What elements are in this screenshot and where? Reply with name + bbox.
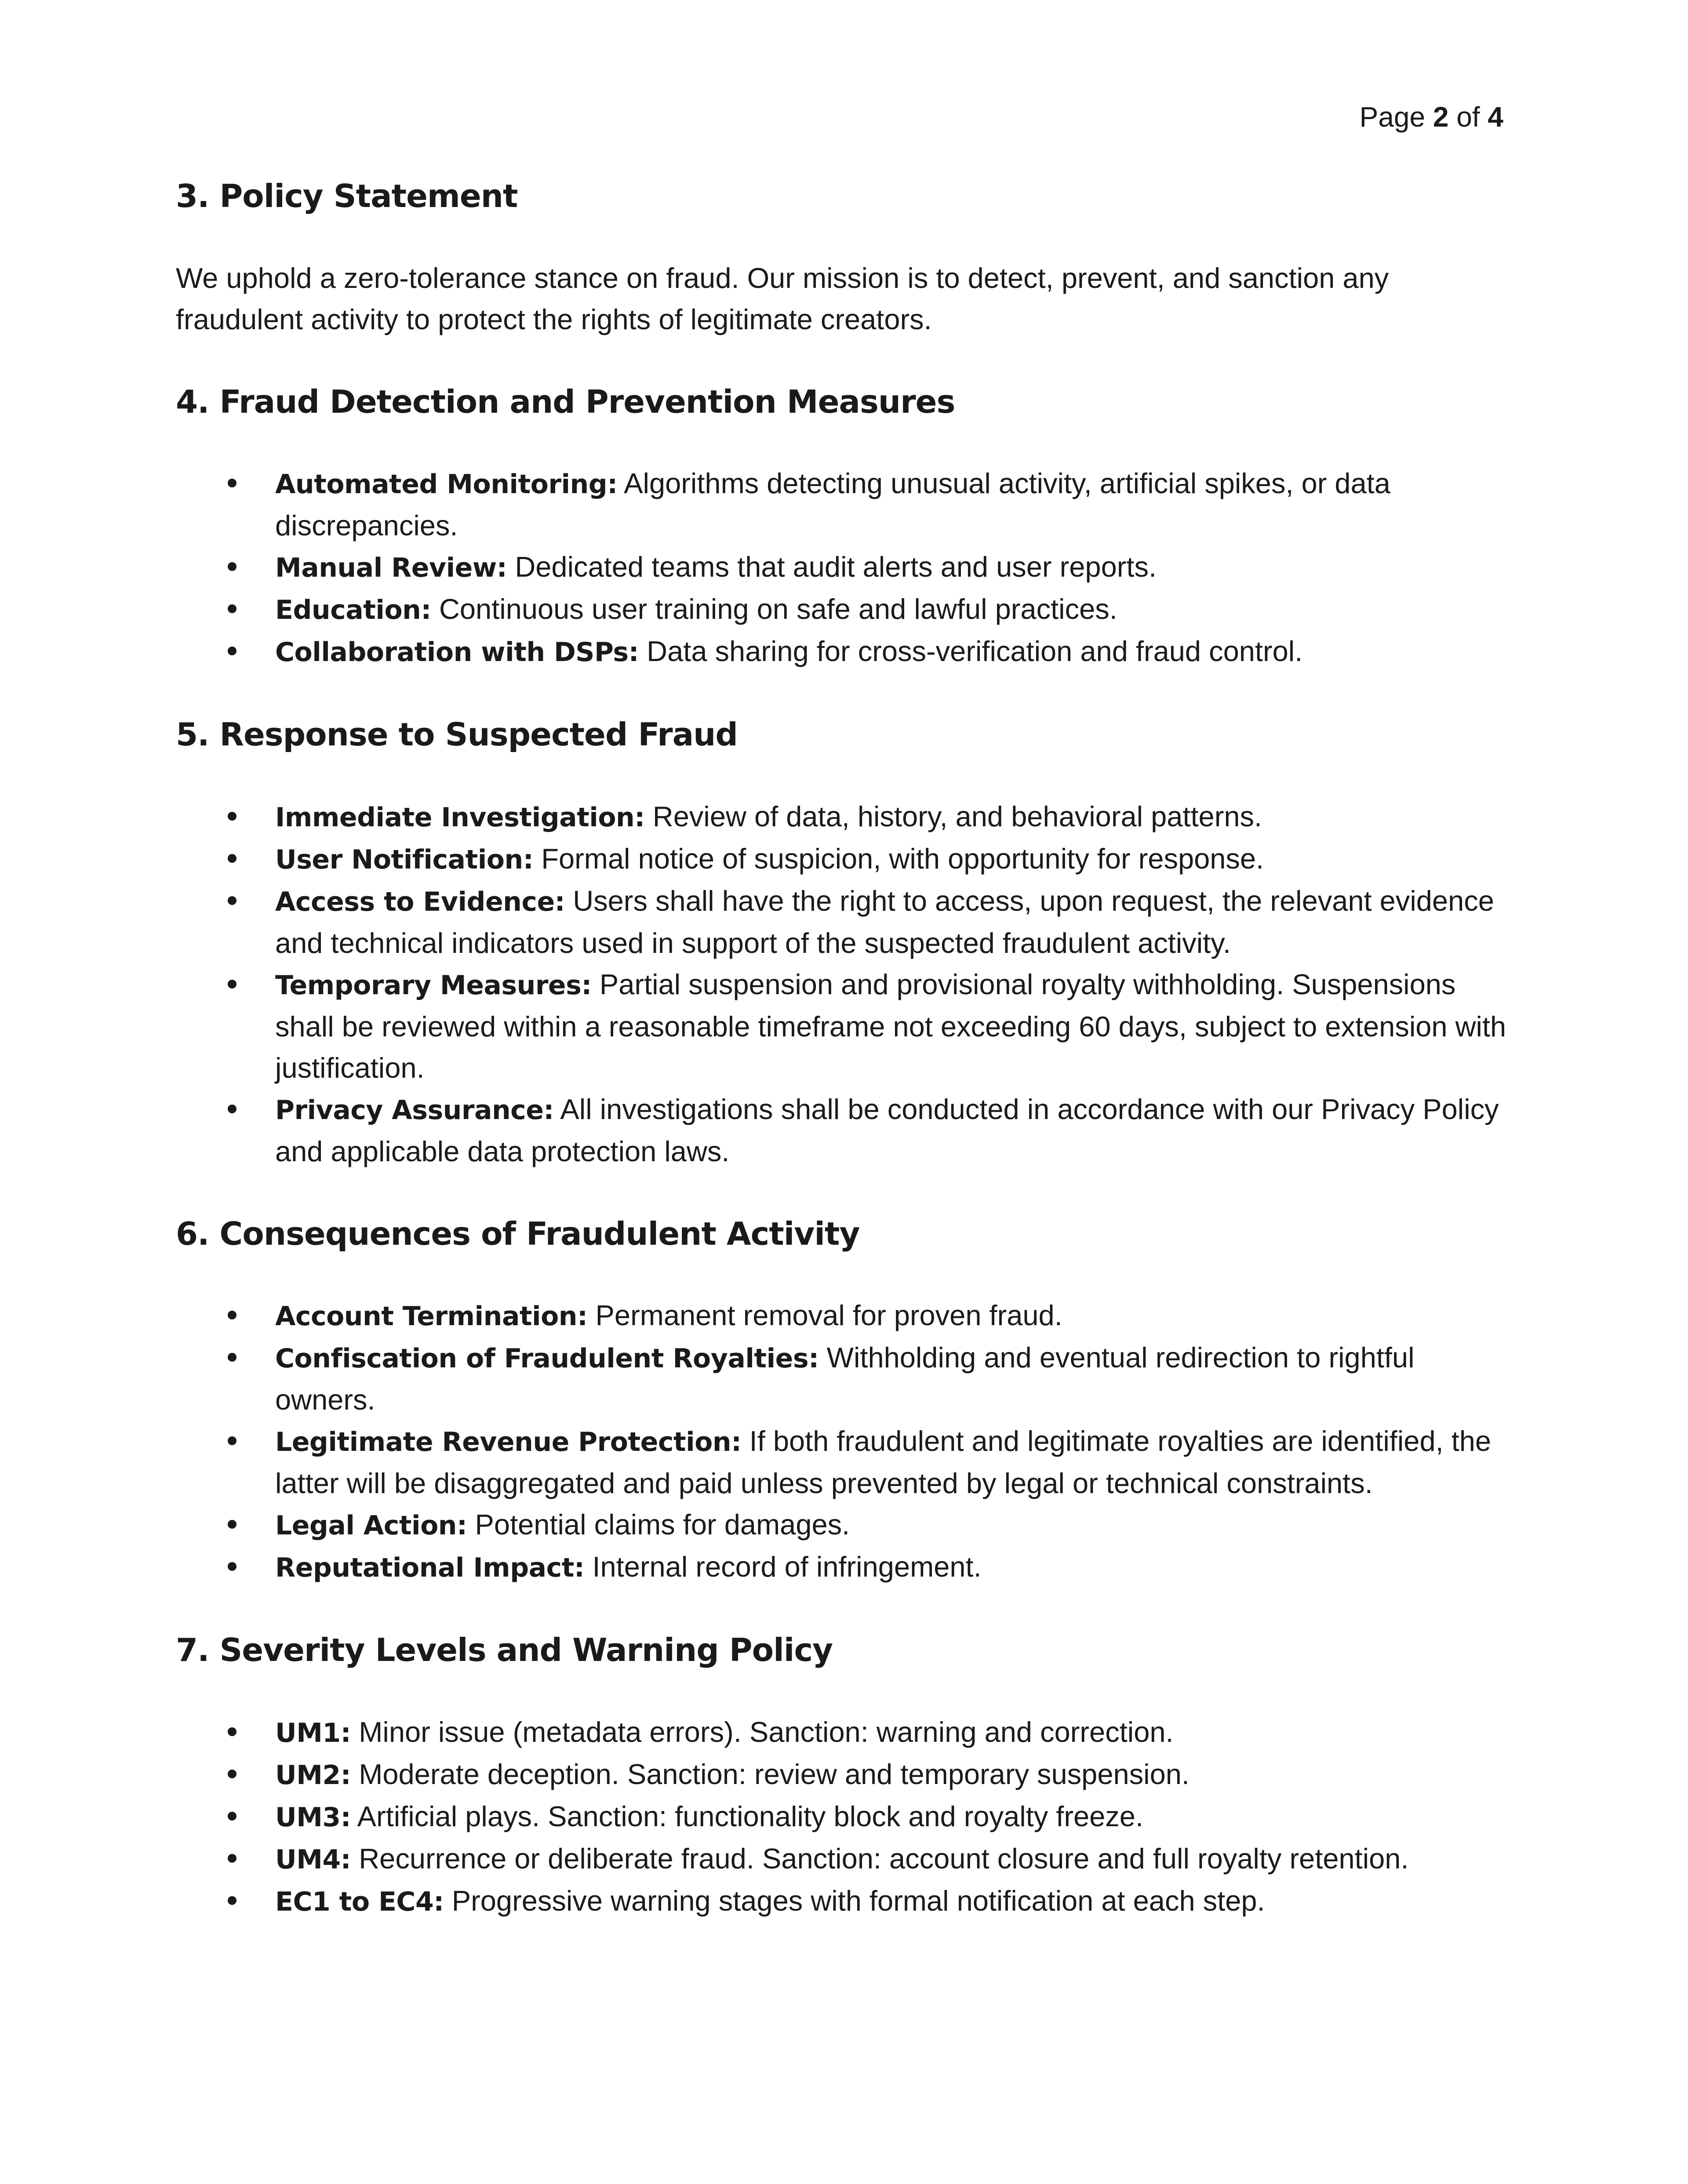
list-item [176, 1337, 1512, 1421]
list-item-term: UM2: [275, 1759, 351, 1791]
section-heading: 6. Consequences of Fraudulent Activity [176, 1215, 860, 1252]
list-item-text: Data sharing for cross-verification and fraud control. [639, 635, 1303, 668]
bullet-icon [228, 980, 236, 988]
list-item-term: User Notification: [275, 844, 534, 875]
bullet-icon [228, 1770, 236, 1778]
list-item-text: All investigations shall be conducted in accordance with our Privacy Policy and applicable data protection laws. [275, 1093, 1499, 1167]
bullet-icon [228, 1520, 236, 1529]
bullet-icon [228, 562, 236, 571]
list-item [176, 1421, 1512, 1504]
list-item [176, 1880, 1512, 1922]
section-heading: 5. Response to Suspected Fraud [176, 716, 738, 753]
list-item [176, 1796, 1512, 1838]
bullet-icon [228, 604, 236, 613]
bullet-icon [228, 812, 236, 821]
list-item-term: EC1 to EC4: [275, 1886, 444, 1917]
list-item-text: Withholding and eventual redirection to rightful owners. [275, 1341, 1415, 1416]
page-number [1360, 100, 1503, 134]
list-item [176, 1295, 1512, 1337]
section-heading: 4. Fraud Detection and Prevention Measures [176, 383, 955, 420]
section-policy-statement [176, 176, 1512, 340]
list-item-text: Permanent removal for proven fraud. [587, 1299, 1062, 1332]
list-item-text: Users shall have the right to access, upon request, the relevant evidence and technical indicators used in support of the suspected fraudulent activity. [275, 884, 1494, 959]
list-item-term: Privacy Assurance: [275, 1094, 554, 1126]
bullet-icon [228, 479, 236, 487]
list-item-term: Legal Action: [275, 1510, 467, 1541]
section-heading: 3. Policy Statement [176, 178, 518, 214]
list-item [176, 1712, 1512, 1754]
list-item [176, 880, 1512, 964]
list-item-text: Dedicated teams that audit alerts and user reports. [507, 551, 1157, 583]
list-item-term: Account Termination: [275, 1301, 588, 1332]
section-response-to-fraud [176, 714, 1512, 1172]
list-item-text: Moderate deception. Sanction: review and temporary suspension. [351, 1758, 1190, 1790]
list-item [176, 1546, 1512, 1588]
page-total: 4 [1488, 101, 1503, 133]
list-item-text: Artificial plays. Sanction: functionality block and royalty freeze. [351, 1800, 1144, 1832]
list-item-term: UM1: [275, 1717, 351, 1748]
bullet-icon [228, 1436, 236, 1445]
list-item [176, 838, 1512, 880]
section-paragraph: We uphold a zero-tolerance stance on fraud. Our mission is to detect, prevent, and sanction any fraudulent activity to protect the rights of legitimate creators. [176, 262, 1389, 335]
bullet-icon [228, 1727, 236, 1736]
section-heading: 7. Severity Levels and Warning Policy [176, 1632, 833, 1669]
bullet-icon [228, 647, 236, 655]
list-item [176, 1089, 1512, 1172]
list-item-term: Access to Evidence: [275, 886, 565, 917]
list-item-text: Partial suspension and provisional royalty withholding. Suspensions shall be reviewed within a reasonable timeframe not exceeding 60 days, subject to extension with justification. [275, 968, 1506, 1084]
list-item-text: Potential claims for damages. [467, 1508, 850, 1541]
list-item [176, 964, 1512, 1089]
list-item-text: Recurrence or deliberate fraud. Sanction: account closure and full royalty retention. [351, 1842, 1409, 1875]
bullet-icon [228, 1105, 236, 1113]
list-item-term: Education: [275, 595, 431, 626]
bullet-icon [228, 1854, 236, 1863]
list-item [176, 1504, 1512, 1546]
list-item-term: Reputational Impact: [275, 1552, 585, 1584]
bullet-icon [228, 1311, 236, 1319]
page-of: of [1456, 101, 1480, 133]
list-item-term: UM3: [275, 1802, 351, 1833]
bullet-list [176, 1295, 1512, 1588]
list-item-text: If both fraudulent and legitimate royalties are identified, the latter will be disaggregated and paid unless prevented by legal or technical constraints. [275, 1425, 1492, 1500]
bullet-icon [228, 1896, 236, 1905]
list-item [176, 796, 1512, 838]
bullet-list [176, 463, 1512, 673]
list-item [176, 589, 1512, 631]
list-item-text: Internal record of infringement. [584, 1551, 982, 1583]
bullet-list [176, 1712, 1512, 1922]
list-item-text: Continuous user training on safe and lawful practices. [431, 593, 1117, 625]
list-item-text: Minor issue (metadata errors). Sanction: warning and correction. [351, 1715, 1174, 1748]
section-severity-levels [176, 1630, 1512, 1922]
bullet-icon [228, 1353, 236, 1362]
document-body [176, 176, 1512, 1964]
list-item-term: Legitimate Revenue Protection: [275, 1427, 742, 1458]
bullet-icon [228, 1812, 236, 1821]
list-item-term: Temporary Measures: [275, 970, 592, 1001]
page-current: 2 [1433, 101, 1449, 133]
page-label: Page [1359, 101, 1426, 133]
list-item-text: Progressive warning stages with formal notification at each step. [444, 1884, 1265, 1917]
list-item [176, 631, 1512, 673]
bullet-icon [228, 896, 236, 905]
list-item [176, 546, 1512, 589]
list-item-term: Manual Review: [275, 552, 507, 584]
list-item-term: Automated Monitoring: [275, 469, 618, 500]
bullet-icon [228, 854, 236, 863]
bullet-list [176, 796, 1512, 1172]
list-item [176, 1838, 1512, 1880]
list-item-term: Confiscation of Fraudulent Royalties: [275, 1343, 819, 1374]
bullet-icon [228, 1562, 236, 1571]
list-item-text: Formal notice of suspicion, with opportunity for response. [533, 842, 1264, 875]
section-fraud-detection [176, 382, 1512, 673]
section-consequences [176, 1214, 1512, 1589]
list-item-term: Immediate Investigation: [275, 802, 645, 833]
list-item [176, 463, 1512, 546]
list-item-term: Collaboration with DSPs: [275, 637, 639, 668]
list-item-text: Review of data, history, and behavioral patterns. [644, 800, 1262, 832]
list-item [176, 1754, 1512, 1796]
list-item-text: Algorithms detecting unusual activity, artificial spikes, or data discrepancies. [275, 467, 1390, 542]
list-item-term: UM4: [275, 1844, 351, 1875]
